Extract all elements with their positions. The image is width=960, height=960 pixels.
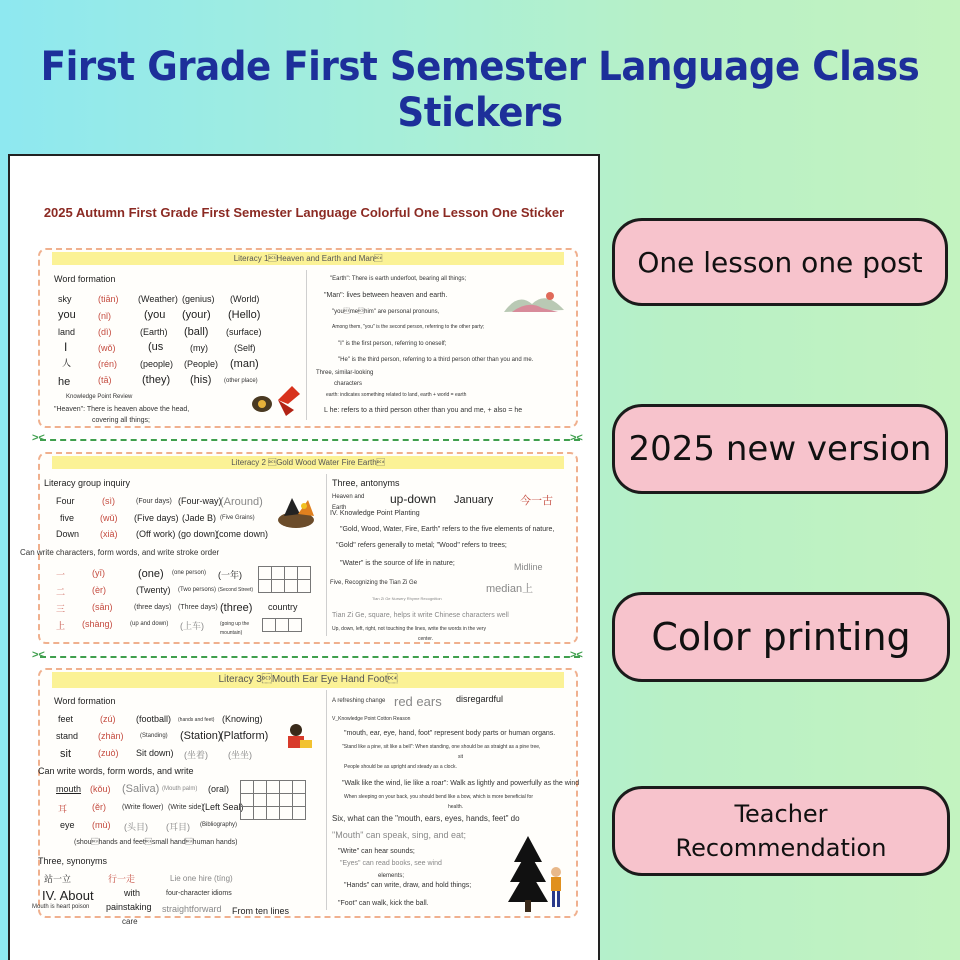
char-cell: 上 — [56, 621, 66, 631]
char-cell: 一 — [56, 570, 66, 580]
nursery-label: Tian Zi Ge Nursery Rhyme Recognition — [372, 596, 442, 601]
pinyin-cell: (yī) — [92, 568, 105, 578]
pinyin-cell: (nǐ) — [98, 311, 111, 321]
word-cell: (坐坐) — [228, 750, 252, 760]
pinyin-cell: (zú) — [100, 714, 116, 724]
planting-line: "Gold" refers generally to metal; "Wood" refers to trees; — [336, 542, 507, 549]
word-cell: (Left Seal) — [202, 802, 244, 812]
separator-marker: >< — [570, 649, 583, 661]
pinyin-cell: (èr) — [92, 585, 106, 595]
butterfly-icon — [248, 382, 304, 418]
char-cell: land — [58, 327, 76, 337]
word-cell: (Twenty) — [136, 585, 171, 595]
word-cell: (World) — [230, 294, 260, 304]
section-heading: Literacy 2 Gold Wood Water Fire Earth — [52, 456, 564, 469]
pinyin-cell: (ěr) — [92, 802, 106, 812]
heaven-earth: Heaven and Earth — [332, 494, 365, 511]
char-cell: you — [58, 309, 76, 321]
body-line: When sleeping on your back, you should bend like a bow, which is more beneficial for — [344, 794, 533, 800]
char-cell: eye — [60, 820, 75, 830]
separator-marker: >< — [570, 432, 583, 444]
idiom-straightforward: straightforward — [162, 904, 222, 914]
word-cell: (Standing) — [140, 733, 168, 739]
char-cell: 人 — [62, 358, 72, 368]
word-cell: (oral) — [208, 784, 230, 794]
word-cell: (People) — [184, 359, 219, 369]
char-cell: five — [60, 513, 75, 523]
word-cell: (Earth) — [140, 327, 168, 337]
body-line: health. — [448, 804, 464, 810]
word-cell: (one person) — [172, 570, 207, 576]
pinyin-cell: (kǒu) — [90, 784, 111, 794]
word-cell: (his) — [190, 374, 212, 386]
word-cell: (us — [148, 341, 164, 353]
word-formation-label: Word formation — [54, 696, 116, 706]
pinyin-cell: (sān) — [92, 602, 113, 612]
idiom-painstaking: painstaking — [106, 902, 152, 912]
idiom-care: care — [122, 917, 138, 926]
pinyin-cell: (wǒ) — [98, 343, 116, 353]
six-label: Six, what can the "mouth, ears, eyes, hands, feet" do — [332, 814, 520, 823]
page-headline: First Grade First Semester Language Class Stickers — [40, 44, 920, 136]
idioms-label: four-character idioms — [166, 890, 232, 897]
pinyin-cell: (dì) — [98, 327, 112, 337]
word-cell: (you — [144, 309, 166, 321]
pinyin-cell: (zhàn) — [98, 731, 124, 741]
word-cell: (three) — [220, 602, 253, 614]
badge-label: Teacher Recommendation — [675, 800, 887, 862]
elements-label: elements; — [378, 873, 405, 879]
bird-nest-icon — [274, 490, 320, 532]
rule-line: "Earth": There is earth underfoot, bearing all things; — [330, 276, 467, 282]
foot-can: "Foot" can walk, kick the ball. — [338, 900, 429, 907]
rule-line: "youmehim" are personal pronouns, — [332, 309, 440, 315]
separator-marker: >< — [32, 649, 45, 661]
red-ears-label: red ears — [394, 694, 442, 709]
pinyin-cell: (tā) — [98, 375, 112, 385]
planting-label: IV. Knowledge Point Planting — [330, 510, 420, 517]
char-cell: sky — [58, 294, 72, 304]
planting-line: "Water" is the source of life in nature; — [340, 560, 455, 567]
landscape-icon — [502, 288, 566, 316]
badge-label: Color printing — [651, 615, 911, 659]
disregard-label: disregardful — [456, 694, 504, 704]
country-word: country — [268, 602, 298, 612]
separator-marker: >< — [32, 432, 45, 444]
stroke-grid — [240, 780, 306, 820]
about-label: IV. About — [42, 888, 94, 903]
tianzige-line: Up, down, left, right, not touching the lines, write the words in the very — [332, 626, 486, 632]
inquiry-label: Literacy group inquiry — [44, 478, 131, 488]
word-cell: (Around) — [220, 496, 263, 508]
word-cell: (one) — [138, 568, 164, 580]
word-cell: (come down) — [216, 529, 269, 539]
word-cell: (上车) — [180, 621, 204, 631]
word-cell: (people) — [140, 359, 174, 369]
synonym-zhanli: 站一立 — [44, 874, 72, 884]
word-cell: (Write flower) — [122, 804, 164, 811]
word-cell: (they) — [142, 374, 171, 386]
mouth-can: "Mouth" can speak, sing, and eat; — [332, 830, 466, 840]
char-cell: Down — [56, 529, 80, 539]
char-cell: he — [58, 376, 71, 388]
tianzige-line: Tian Zi Ge, square, helps it write Chinese characters well — [332, 612, 509, 619]
word-cell: (your) — [182, 309, 211, 321]
word-cell: (Station) — [180, 730, 222, 742]
word-cell: (Write side) — [168, 804, 204, 811]
word-cell: (Five days) — [134, 513, 179, 523]
word-cell: (Five Grains) — [220, 515, 255, 521]
word-cell: (my) — [190, 343, 208, 353]
body-line: People should be as upright and steady as a clock. — [344, 764, 457, 770]
cotton-label: V_Knowledge Point Cotton Reason — [332, 716, 411, 722]
pinyin-cell: (shàng) — [82, 619, 113, 629]
word-cell: (Four-way) — [178, 496, 222, 506]
rule-line: "He" is the third person, referring to a third person other than you and me. — [338, 357, 534, 363]
word-cell: (Mouth palm) — [162, 786, 198, 792]
word-cell: (Self) — [234, 343, 256, 353]
word-cell: (Three days) — [178, 604, 218, 611]
word-cell: (man) — [230, 358, 259, 370]
badge-label: 2025 new version — [628, 429, 932, 469]
idiom-fromten: From ten lines — [232, 906, 290, 916]
word-cell: (Bibliography) — [200, 822, 238, 828]
eyes-can: "Eyes" can read books, see wind — [340, 860, 442, 867]
word-cell: (Off work) — [136, 529, 176, 539]
word-cell: (three days) — [134, 604, 172, 611]
word-cell: (Platform) — [220, 730, 269, 742]
word-cell: (Jade B) — [182, 513, 217, 523]
char-cell: feet — [58, 714, 74, 724]
pinyin-cell: (wǔ) — [100, 513, 118, 523]
heart-poison: Mouth is heart poison — [32, 904, 90, 910]
word-cell: (other place) — [224, 378, 258, 384]
pinyin-cell: (sì) — [102, 496, 115, 506]
refresh-label: A refreshing change — [332, 698, 386, 704]
child-icon — [548, 866, 564, 910]
word-cell: (go down) — [178, 529, 219, 539]
word-cell: (hands and feet) — [178, 717, 215, 723]
idiom-with: with — [124, 888, 141, 898]
synonyms-label: Three, synonyms — [38, 856, 108, 866]
section-literacy-3 — [32, 668, 580, 926]
word-cell: (Hello) — [228, 309, 261, 321]
heaven-note-2: covering all things; — [92, 417, 150, 424]
girl-reading-icon — [282, 722, 314, 756]
word-formation-label: Word formation — [54, 274, 116, 284]
antonym-january: January — [454, 494, 494, 506]
rule-line: "I" is the first person, referring to oneself; — [338, 341, 447, 347]
word-cell: (football) — [136, 714, 172, 724]
section-heading: Literacy 1Heaven and Earth and Man — [52, 252, 564, 265]
midline-label: Midline — [514, 562, 543, 572]
antonyms-label: Three, antonyms — [332, 478, 400, 488]
pinyin-cell: (zuò) — [98, 748, 119, 758]
rule-line: Three, similar-looking — [316, 370, 374, 376]
tianzige-line: center. — [418, 636, 434, 642]
hands-line: (shouhands and feetsmall handhuman hands) — [74, 839, 238, 846]
median-label: median上 — [486, 583, 534, 595]
synonym-xingzou: 行一走 — [108, 874, 136, 884]
char-cell: I — [64, 340, 68, 354]
word-cell: (Knowing) — [222, 714, 263, 724]
char-cell: 耳 — [58, 804, 68, 814]
char-cell: mouth — [56, 784, 82, 794]
body-line: "Walk like the wind, lie like a roar": Walk as lightly and powerfully as the wind — [342, 780, 580, 787]
review-label: Knowledge Point Review — [66, 394, 133, 400]
section-heading: Literacy 3Mouth Ear Eye Hand Foot — [52, 672, 564, 688]
stroke-grid — [262, 618, 302, 632]
heaven-note: "Heaven": There is heaven above the head, — [54, 406, 190, 413]
word-cell: (ball) — [184, 326, 209, 338]
rule-line: "Man": lives between heaven and earth. — [324, 292, 448, 299]
word-cell: (up and down) — [130, 621, 169, 627]
stroke-grid — [258, 566, 311, 593]
pinyin-cell: (tiān) — [98, 294, 119, 304]
body-line: "mouth, ear, eye, hand, foot" represent body parts or human organs. — [344, 730, 556, 737]
antonym-updown: up-down — [390, 492, 437, 506]
pine-tree-icon — [508, 834, 548, 914]
can-write-label: Can write words, form words, and write — [38, 766, 194, 776]
planting-line: "Gold, Wood, Water, Fire, Earth" refers to the five elements of nature, — [340, 526, 555, 533]
badge-label: One lesson one post — [637, 245, 923, 279]
word-cell: (genius) — [182, 294, 215, 304]
tianzige-label: Five, Recognizing the Tian Zi Ge — [330, 580, 418, 586]
poster-title: 2025 Autumn First Grade First Semester Language Colorful One Lesson One Sticker — [43, 205, 565, 220]
char-cell: Four — [56, 496, 75, 506]
word-cell: (坐着) — [184, 750, 208, 760]
rule-line: L he: refers to a third person other than you and me, + also = he — [324, 407, 523, 414]
word-cell: (Four days) — [136, 498, 172, 505]
write-can: "Write" can hear sounds; — [338, 848, 415, 855]
pinyin-cell: (rén) — [98, 359, 118, 369]
body-line: sit — [458, 754, 463, 760]
word-cell: Sit down) — [136, 748, 174, 758]
word-cell: (一年) — [218, 570, 242, 580]
body-line: "Stand like a pine, sit like a bell": When standing, one should be as straight as a pine tree, — [342, 744, 541, 750]
rule-line: earth: indicates something related to land, earth + world = earth — [326, 392, 467, 398]
hands-can: "Hands" can write, draw, and hold things; — [344, 882, 472, 889]
rule-line: characters — [334, 381, 363, 387]
word-cell: (Second Street) — [218, 587, 254, 593]
badge-teacher — [612, 786, 950, 876]
synonym-lie: Lie one hire (tíng) — [170, 874, 233, 883]
word-cell: (耳目) — [166, 822, 190, 832]
pinyin-cell: (mù) — [92, 820, 111, 830]
badge-new-version — [612, 404, 948, 494]
word-cell: (Two persons) — [178, 587, 217, 593]
section-literacy-2 — [20, 452, 578, 644]
char-cell: sit — [60, 748, 71, 760]
rule-line: Among them, "you" is the second person, referring to the other party; — [332, 324, 485, 330]
word-cell: (Weather) — [138, 294, 178, 304]
badge-color-printing — [612, 592, 950, 682]
section-separator — [40, 656, 580, 658]
can-write-label: Can write characters, form words, and write stroke order — [20, 548, 220, 557]
antonym-jingu: 今一古 — [520, 495, 553, 507]
sticker-poster — [8, 154, 600, 960]
word-cell: (going up the mountain) — [220, 621, 250, 636]
word-cell: (Saliva) — [122, 783, 160, 795]
section-literacy-1 — [38, 248, 578, 428]
word-cell: (头目) — [124, 822, 148, 832]
section-separator — [40, 439, 580, 441]
pinyin-cell: (xià) — [100, 529, 118, 539]
char-cell: 三 — [56, 604, 66, 614]
word-cell: (surface) — [226, 327, 262, 337]
badge-one-lesson — [612, 218, 948, 306]
char-cell: stand — [56, 731, 79, 741]
char-cell: 二 — [56, 587, 66, 597]
